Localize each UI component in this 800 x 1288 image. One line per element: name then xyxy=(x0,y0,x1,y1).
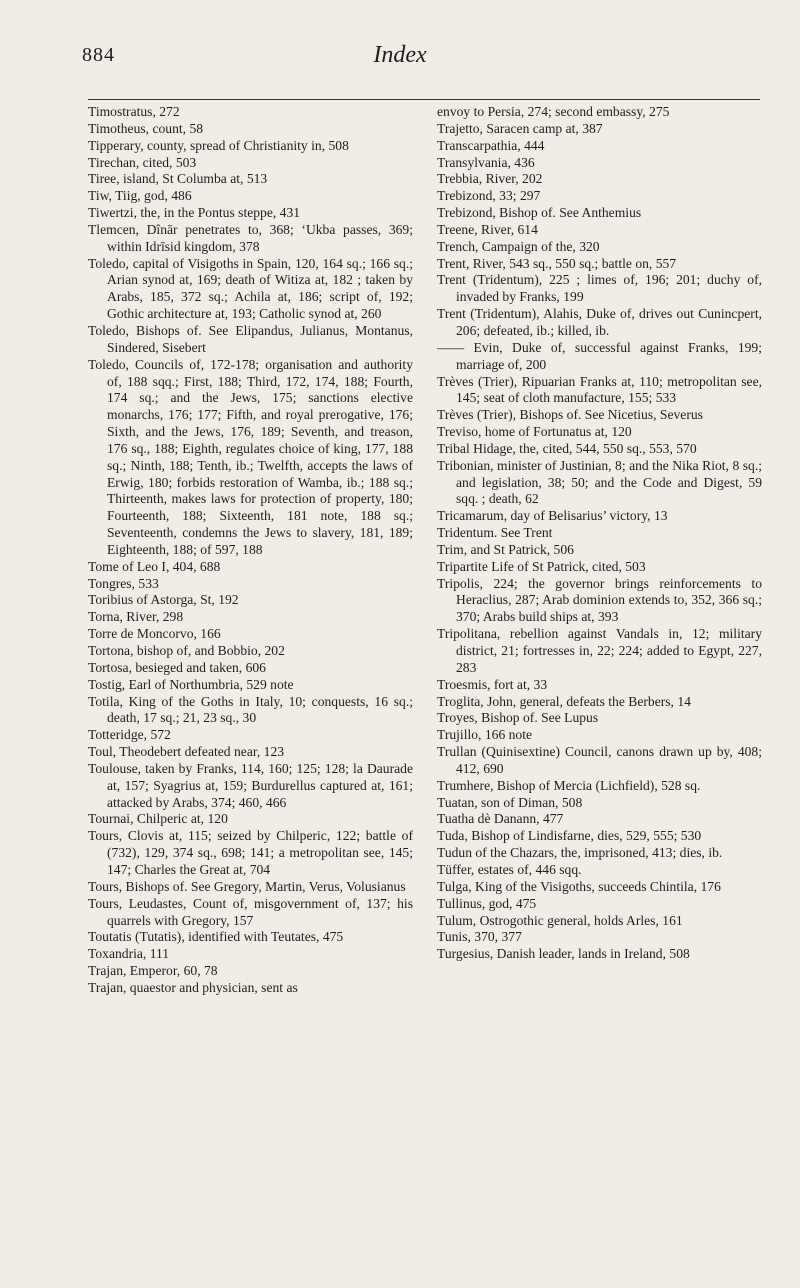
index-entry: Toledo, capital of Visigoths in Spain, 120, 164 sq.; 166 sq.; Arian synod at, 169; death of Witiza at, 182 ; taken by Arabs, 185, 372 sq.; Achila at, 186; script of, 192; Gothic architecture at, 193; Catholic synod at, 260 xyxy=(88,255,413,322)
index-entry: Tüffer, estates of, 446 sqq. xyxy=(437,861,582,877)
index-entry: Tipperary, county, spread of Christianity in, 508 xyxy=(88,137,349,153)
index-entry: Trent, River, 543 sq., 550 sq.; battle on, 557 xyxy=(437,255,677,271)
index-entry: Tulga, King of the Visigoths, succeeds Chintila, 176 xyxy=(437,878,721,894)
index-entry: Tripartite Life of St Patrick, cited, 503 xyxy=(437,558,646,574)
index-column-right xyxy=(437,104,762,963)
index-entry: Trumhere, Bishop of Mercia (Lichfield), 528 sq. xyxy=(437,777,701,793)
index-entry: envoy to Persia, 274; second embassy, 275 xyxy=(437,104,670,119)
index-entry: Transylvania, 436 xyxy=(437,154,535,170)
index-column-left xyxy=(88,104,413,997)
index-entry: Tlemcen, Dînār penetrates to, 368; ‘Ukba passes, 369; within Idrīsid kingdom, 378 xyxy=(88,221,413,254)
index-entry: Trebbia, River, 202 xyxy=(437,171,543,187)
index-entry: Tunis, 370, 377 xyxy=(437,929,522,945)
index-entry: Troglita, John, general, defeats the Berbers, 14 xyxy=(437,693,691,709)
index-entry: Tours, Leudastes, Count of, misgovernment of, 137; his quarrels with Gregory, 157 xyxy=(88,895,413,928)
index-entry: Toulouse, taken by Franks, 114, 160; 125; 128; la Daurade at, 157; Syagrius at, 159; Burdurellus captured at, 161; attacked by Arabs, 374; 460, 466 xyxy=(88,760,413,810)
index-entry: Tuatha dè Danann, 477 xyxy=(437,811,564,827)
index-entry: Torre de Moncorvo, 166 xyxy=(88,626,221,642)
index-entry: Tours, Clovis at, 115; seized by Chilperic, 122; battle of (732), 129, 374 sq., 698; 141; a metropolitan see, 145; 147; Charles the Great at, 704 xyxy=(88,828,413,877)
index-entry: Trent (Tridentum), 225 ; limes of, 196; 201; duchy of, invaded by Franks, 199 xyxy=(437,272,762,305)
index-entry: Tiree, island, St Columba at, 513 xyxy=(88,171,268,187)
index-entry: Tripolitana, rebellion against Vandals in, 12; military district, 21; fortresses in, 22; 224; added to Egypt, 227, 283 xyxy=(437,626,762,675)
index-entry: Toul, Theodebert defeated near, 123 xyxy=(88,744,285,760)
index-entry: Trajan, quaestor and physician, sent as xyxy=(88,979,298,995)
index-entry: Trajan, Emperor, 60, 78 xyxy=(88,963,218,979)
index-entry: Troyes, Bishop of. See Lupus xyxy=(437,710,599,726)
index-entry: Trench, Campaign of the, 320 xyxy=(437,238,600,254)
index-entry: Tricamarum, day of Belisarius’ victory, 13 xyxy=(437,508,668,524)
index-entry: Trèves (Trier), Ripuarian Franks at, 110; metropolitan see, 145; seat of cloth manufacture, 155; 533 xyxy=(437,373,762,406)
index-entry: Trebizond, 33; 297 xyxy=(437,188,541,204)
index-entry: Timostratus, 272 xyxy=(88,104,180,119)
index-entry: Toutatis (Tutatis), identified with Teutates, 475 xyxy=(88,929,344,945)
index-entry: Tripolis, 224; the governor brings reinforcements to Heraclius, 287; Arab dominion extends to, 352, 366 sq.; 370; Arabs build ships at, 393 xyxy=(437,575,762,625)
index-entry: Tribonian, minister of Justinian, 8; and the Nika Riot, 8 sq.; and legislation, 38; 50; and the Code and Digest, 59 sqq. ; death, 62 xyxy=(437,457,762,507)
index-entry: Tours, Bishops of. See Gregory, Martin, Verus, Volusianus xyxy=(88,878,406,894)
index-entry: Tullinus, god, 475 xyxy=(437,895,537,911)
index-entry: Tuda, Bishop of Lindisfarne, dies, 529, 555; 530 xyxy=(437,828,702,844)
index-entry: Toledo, Bishops of. See Elipandus, Julianus, Montanus, Sindered, Sisebert xyxy=(88,322,413,355)
index-entry: Tribal Hidage, the, cited, 544, 550 sq., 553, 570 xyxy=(437,440,697,456)
index-entry: Tudun of the Chazars, the, imprisoned, 413; dies, ib. xyxy=(437,845,723,861)
index-entry: Tulum, Ostrogothic general, holds Arles, 161 xyxy=(437,912,683,928)
page-number: 884 xyxy=(82,44,115,66)
index-entry: Toribius of Astorga, St, 192 xyxy=(88,592,239,608)
index-entry: Tournai, Chilperic at, 120 xyxy=(88,811,228,827)
index-entry: Totteridge, 572 xyxy=(88,727,171,743)
index-entry: Trèves (Trier), Bishops of. See Nicetius, Severus xyxy=(437,407,703,423)
index-entry: Tostig, Earl of Northumbria, 529 note xyxy=(88,676,294,692)
index-entry: Transcarpathia, 444 xyxy=(437,137,545,153)
index-entry: —— Evin, Duke of, successful against Franks, 199; marriage of, 200 xyxy=(437,339,762,372)
index-entry: Tuatan, son of Diman, 508 xyxy=(437,794,583,810)
index-entry: Trebizond, Bishop of. See Anthemius xyxy=(437,205,642,221)
index-entry: Tortona, bishop of, and Bobbio, 202 xyxy=(88,643,285,658)
index-entry: Trim, and St Patrick, 506 xyxy=(437,541,574,557)
running-head: Index xyxy=(373,42,427,68)
index-entry: Trujillo, 166 note xyxy=(437,727,533,743)
index-entry: Timotheus, count, 58 xyxy=(88,120,204,136)
index-entry: Troesmis, fort at, 33 xyxy=(437,676,548,692)
index-entry: Tridentum. See Trent xyxy=(437,525,553,541)
index-entry: Trent (Tridentum), Alahis, Duke of, drives out Cunincpert, 206; defeated, ib.; killed, ib. xyxy=(437,306,762,338)
index-entry: Tortosa, besieged and taken, 606 xyxy=(88,659,266,675)
index-entry: Toledo, Councils of, 172-178; organisation and authority of, 188 sqq.; First, 188; Third, 172, 174, 188; Fourth, 174 sq.; and the Jews, 175; sanctions elective monarchs, 176; 177; Fifth, and royal prerogative, 176; Sixth, and the Jews, 176, 189; Seventh, and treason, 176 sq., 188; Eighth, regulates choice of king, 177, 188 sq.; Ninth, 188; Tenth, ib.; Twelfth, accepts the laws of Erwig, 180; forbids restoration of Wamba, ib.; 188 sq.; Thirteenth, makes laws for protection of property, 180; Fourteenth, 188; Sixteenth, 181 note, 188 sq.; Seventeenth, condemns the Jews to slavery, 181, 189; Eighteenth, 188; of 597, 188 xyxy=(88,356,413,557)
header-rule xyxy=(88,99,760,100)
index-entry: Trajetto, Saracen camp at, 387 xyxy=(437,120,603,136)
index-entry: Tiw, Tiig, god, 486 xyxy=(88,188,192,204)
index-entry: Torna, River, 298 xyxy=(88,609,184,625)
index-entry: Treviso, home of Fortunatus at, 120 xyxy=(437,424,632,440)
index-entry: Tome of Leo I, 404, 688 xyxy=(88,558,221,574)
index-entry: Toxandria, 111 xyxy=(88,946,170,962)
index-entry: Tirechan, cited, 503 xyxy=(88,154,197,170)
index-entry: Totila, King of the Goths in Italy, 10; conquests, 16 sq.; death, 17 sq.; 21, 23 sq., 30 xyxy=(88,693,413,726)
index-entry: Tongres, 533 xyxy=(88,575,159,591)
index-entry: Tiwertzi, the, in the Pontus steppe, 431 xyxy=(88,205,301,221)
index-entry: Treene, River, 614 xyxy=(437,221,538,237)
index-entry: Trullan (Quinisextine) Council, canons drawn up by, 408; 412, 690 xyxy=(437,744,762,776)
index-entry: Turgesius, Danish leader, lands in Ireland, 508 xyxy=(437,946,690,962)
